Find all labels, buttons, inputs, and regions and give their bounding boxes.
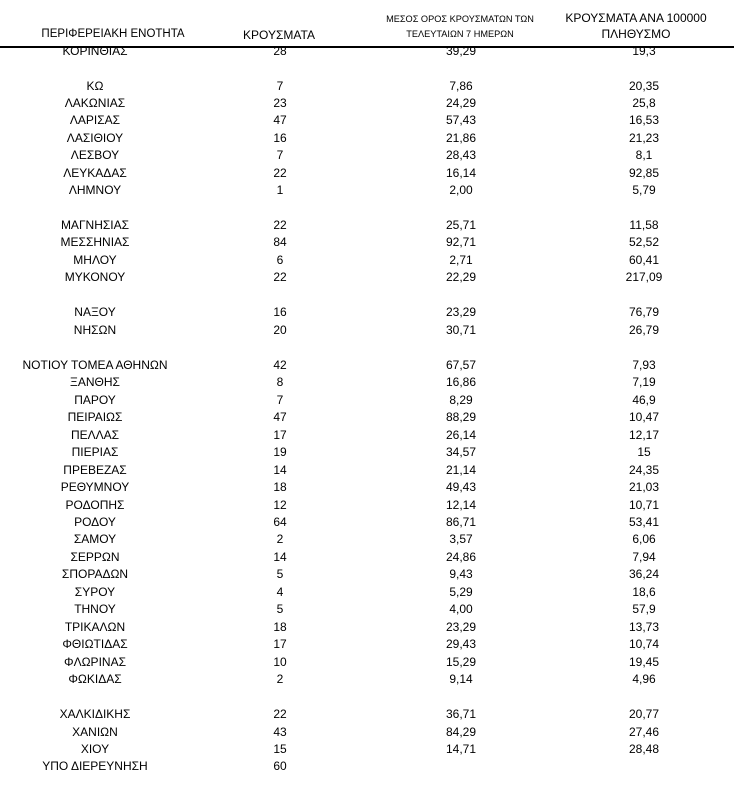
table-row (0, 409, 734, 426)
avg-cell: 26,14 (445, 428, 477, 442)
header-per100k-line2: ΠΛΗΘΥΣΜΟ (601, 27, 671, 41)
avg-cell: 25,71 (445, 218, 477, 232)
cases-cell: 4 (276, 585, 284, 599)
cases-cell: 42 (273, 358, 287, 372)
avg-cell: 84,29 (445, 725, 477, 739)
table-row (0, 357, 734, 374)
table-row (0, 322, 734, 339)
cases-cell: 14 (273, 463, 287, 477)
cases-cell: 22 (273, 707, 287, 721)
per100k-cell: 6,06 (632, 532, 656, 546)
cases-cell: 43 (273, 725, 287, 739)
cases-cell: 47 (273, 113, 287, 127)
cases-cell: 2 (276, 532, 284, 546)
table-row (0, 182, 734, 199)
region-cell: ΠΕΙΡΑΙΩΣ (67, 410, 123, 424)
cases-cell: 22 (273, 218, 287, 232)
region-cell: ΡΟΔΟΥ (74, 515, 116, 529)
cases-cell: 1 (276, 183, 284, 197)
region-cell: ΜΑΓΝΗΣΙΑΣ (60, 218, 130, 232)
table-row (0, 304, 734, 321)
table-row (0, 497, 734, 514)
avg-cell: 8,29 (449, 393, 473, 407)
cases-cell: 47 (273, 410, 287, 424)
table-row (0, 514, 734, 531)
region-cell: ΚΟΡΙΝΘΙΑΣ (62, 44, 128, 58)
cases-cell: 2 (276, 672, 284, 686)
cases-cell: 8 (276, 375, 284, 389)
table-row (0, 636, 734, 653)
region-cell: ΣΠΟΡΑΔΩΝ (61, 567, 129, 581)
region-cell: ΠΕΛΛΑΣ (70, 428, 120, 442)
per100k-cell: 21,23 (628, 131, 660, 145)
per100k-cell: 11,58 (629, 218, 659, 232)
table-row (0, 566, 734, 583)
per100k-cell: 36,24 (628, 567, 660, 581)
region-cell: ΡΟΔΟΠΗΣ (65, 498, 125, 512)
avg-cell: 57,43 (445, 113, 477, 127)
per100k-cell: 10,74 (628, 637, 660, 651)
avg-cell: 16,86 (445, 375, 477, 389)
per100k-cell: 25,8 (632, 96, 656, 110)
cases-cell: 16 (273, 305, 287, 319)
header-avg-line2: ΤΕΛΕΥΤΑΙΩΝ 7 ΗΜΕΡΩΝ (406, 29, 514, 39)
avg-cell: 5,29 (449, 585, 473, 599)
table-row (0, 531, 734, 548)
cases-cell: 60 (273, 759, 287, 773)
per100k-cell: 76,79 (628, 305, 660, 319)
region-cell: ΛΑΣΙΘΙΟΥ (66, 131, 124, 145)
cases-cell: 18 (273, 480, 287, 494)
region-cell: ΤΡΙΚΑΛΩΝ (64, 620, 126, 634)
avg-cell: 2,71 (449, 253, 473, 267)
cases-cell: 22 (273, 166, 287, 180)
per100k-cell: 57,9 (632, 602, 656, 616)
region-cell: ΛΕΥΚΑΔΑΣ (63, 166, 127, 180)
region-cell: ΜΗΛΟΥ (73, 253, 117, 267)
region-cell: ΜΕΣΣΗΝΙΑΣ (60, 235, 130, 249)
cases-cell: 14 (273, 550, 287, 564)
per100k-cell: 92,85 (628, 166, 660, 180)
cases-cell: 15 (273, 742, 287, 756)
per100k-cell: 19,45 (628, 655, 660, 669)
avg-cell: 49,43 (445, 480, 477, 494)
region-cell: ΞΑΝΘΗΣ (70, 375, 120, 389)
cases-cell: 7 (276, 79, 284, 93)
per100k-cell: 12,17 (628, 428, 660, 442)
per100k-cell: 52,52 (628, 235, 660, 249)
region-cell: ΛΑΚΩΝΙΑΣ (64, 96, 126, 110)
region-cell: ΧΑΝΙΩΝ (72, 725, 118, 739)
per100k-cell: 217,09 (625, 270, 663, 284)
header-avg-line1: ΜΕΣΟΣ ΟΡΟΣ ΚΡΟΥΣΜΑΤΩΝ ΤΩΝ (386, 14, 534, 24)
avg-cell: 21,86 (445, 131, 477, 145)
avg-cell: 14,71 (445, 742, 477, 756)
region-cell: ΤΗΝΟΥ (74, 602, 116, 616)
region-cell: ΠΡΕΒΕΖΑΣ (63, 463, 127, 477)
table-row (0, 706, 734, 723)
region-cell: ΣΥΡΟΥ (74, 585, 116, 599)
avg-cell: 7,86 (449, 79, 473, 93)
per100k-cell: 20,35 (628, 79, 660, 93)
cases-cell: 12 (273, 498, 287, 512)
table-row (0, 619, 734, 636)
region-cell: ΚΩ (86, 79, 104, 93)
cases-cell: 5 (276, 567, 284, 581)
per100k-cell: 27,46 (628, 725, 660, 739)
table-row (0, 112, 734, 129)
cases-cell: 7 (276, 393, 284, 407)
cases-cell: 7 (276, 148, 284, 162)
table-row (0, 584, 734, 601)
avg-cell: 15,29 (445, 655, 477, 669)
table-row (0, 427, 734, 444)
region-cell: ΦΩΚΙΔΑΣ (68, 672, 122, 686)
per100k-cell: 53,41 (628, 515, 660, 529)
avg-cell: 9,14 (449, 672, 473, 686)
region-cell: ΛΕΣΒΟΥ (70, 148, 120, 162)
table-row (0, 130, 734, 147)
cases-cell: 18 (273, 620, 287, 634)
per100k-cell: 10,71 (628, 498, 660, 512)
region-cell: ΠΙΕΡΙΑΣ (71, 445, 119, 459)
header-per100k-line1: ΚΡΟΥΣΜΑΤΑ ΑΝΑ 100000 (565, 11, 707, 25)
per100k-cell: 28,48 (628, 742, 660, 756)
avg-cell: 24,86 (445, 550, 477, 564)
cases-cell: 17 (273, 428, 287, 442)
avg-cell: 39,29 (445, 44, 477, 58)
per100k-cell: 8,1 (635, 148, 653, 162)
table-row (0, 444, 734, 461)
table-row (0, 741, 734, 758)
cases-cell: 28 (273, 44, 287, 58)
avg-cell: 86,71 (445, 515, 477, 529)
region-cell: ΧΙΟΥ (80, 742, 110, 756)
table-row (0, 252, 734, 269)
table-row (0, 479, 734, 496)
avg-cell: 16,14 (445, 166, 477, 180)
per100k-cell: 4,96 (632, 672, 656, 686)
table-row (0, 392, 734, 409)
cases-cell: 6 (276, 253, 284, 267)
table-row (0, 217, 734, 234)
table-row (0, 549, 734, 566)
avg-cell: 3,57 (449, 532, 473, 546)
avg-cell: 28,43 (445, 148, 477, 162)
region-cell: ΛΗΜΝΟΥ (68, 183, 122, 197)
table-row (0, 78, 734, 95)
per100k-cell: 19,3 (632, 44, 656, 58)
avg-cell: 67,57 (445, 358, 477, 372)
cases-cell: 10 (273, 655, 287, 669)
avg-cell: 36,71 (445, 707, 477, 721)
region-cell: ΠΑΡΟΥ (74, 393, 116, 407)
avg-cell: 4,00 (449, 602, 473, 616)
avg-cell: 9,43 (449, 567, 473, 581)
avg-cell: 24,29 (445, 96, 477, 110)
per100k-cell: 7,94 (632, 550, 656, 564)
per100k-cell: 13,73 (628, 620, 660, 634)
avg-cell: 88,29 (445, 410, 477, 424)
table-row (0, 234, 734, 251)
cases-cell: 20 (273, 323, 287, 337)
region-cell: ΣΑΜΟΥ (73, 532, 117, 546)
region-cell: ΡΕΘΥΜΝΟΥ (60, 480, 130, 494)
per100k-cell: 18,6 (632, 585, 656, 599)
cases-cell: 19 (273, 445, 287, 459)
header-region: ΠΕΡΙΦΕΡΕΙΑΚΗ ΕΝΟΤΗΤΑ (41, 28, 185, 40)
region-cell: ΥΠΟ ΔΙΕΡΕΥΝΗΣΗ (42, 759, 148, 773)
cases-cell: 17 (273, 637, 287, 651)
table-row (0, 147, 734, 164)
avg-cell: 23,29 (445, 620, 477, 634)
per100k-cell: 7,19 (632, 375, 656, 389)
avg-cell: 30,71 (445, 323, 477, 337)
region-cell: ΛΑΡΙΣΑΣ (69, 113, 121, 127)
region-cell: ΧΑΛΚΙΔΙΚΗΣ (59, 707, 131, 721)
cases-cell: 5 (276, 602, 284, 616)
per100k-cell: 21,03 (628, 480, 660, 494)
table-row (0, 671, 734, 688)
avg-cell: 92,71 (445, 235, 477, 249)
avg-cell: 2,00 (449, 183, 473, 197)
per100k-cell: 10,47 (628, 410, 660, 424)
per100k-cell: 15 (637, 445, 651, 459)
avg-cell: 22,29 (445, 270, 477, 284)
per100k-cell: 20,77 (628, 707, 660, 721)
per100k-cell: 46,9 (632, 393, 656, 407)
cases-cell: 23 (273, 96, 287, 110)
per100k-cell: 24,35 (628, 463, 660, 477)
region-cell: ΦΛΩΡΙΝΑΣ (64, 655, 126, 669)
avg-cell: 21,14 (445, 463, 477, 477)
table-row (0, 462, 734, 479)
table-row (0, 724, 734, 741)
header-cases: ΚΡΟΥΣΜΑΤΑ (243, 28, 315, 42)
region-cell: ΝΟΤΙΟΥ ΤΟΜΕΑ ΑΘΗΝΩΝ (22, 358, 168, 372)
table-row (0, 95, 734, 112)
avg-cell: 34,57 (445, 445, 477, 459)
region-cell: ΝΗΣΩΝ (73, 323, 117, 337)
table-row (0, 758, 734, 775)
per100k-cell: 7,93 (632, 358, 656, 372)
per100k-cell: 5,79 (632, 183, 656, 197)
region-cell: ΣΕΡΡΩΝ (70, 550, 120, 564)
table-row (0, 374, 734, 391)
per100k-cell: 16,53 (628, 113, 660, 127)
cases-cell: 84 (273, 235, 287, 249)
region-cell: ΦΘΙΩΤΙΔΑΣ (62, 637, 128, 651)
avg-cell: 23,29 (445, 305, 477, 319)
per100k-cell: 60,41 (628, 253, 660, 267)
table-row (0, 654, 734, 671)
cases-cell: 64 (273, 515, 287, 529)
cases-cell: 22 (273, 270, 287, 284)
table-row (0, 269, 734, 286)
avg-cell: 29,43 (445, 637, 477, 651)
table-row (0, 601, 734, 618)
per100k-cell: 26,79 (628, 323, 660, 337)
table-row (0, 165, 734, 182)
cases-cell: 16 (273, 131, 287, 145)
region-cell: ΝΑΞΟΥ (74, 305, 116, 319)
table-row (0, 43, 734, 60)
region-cell: ΜΥΚΟΝΟΥ (64, 270, 126, 284)
avg-cell: 12,14 (445, 498, 477, 512)
